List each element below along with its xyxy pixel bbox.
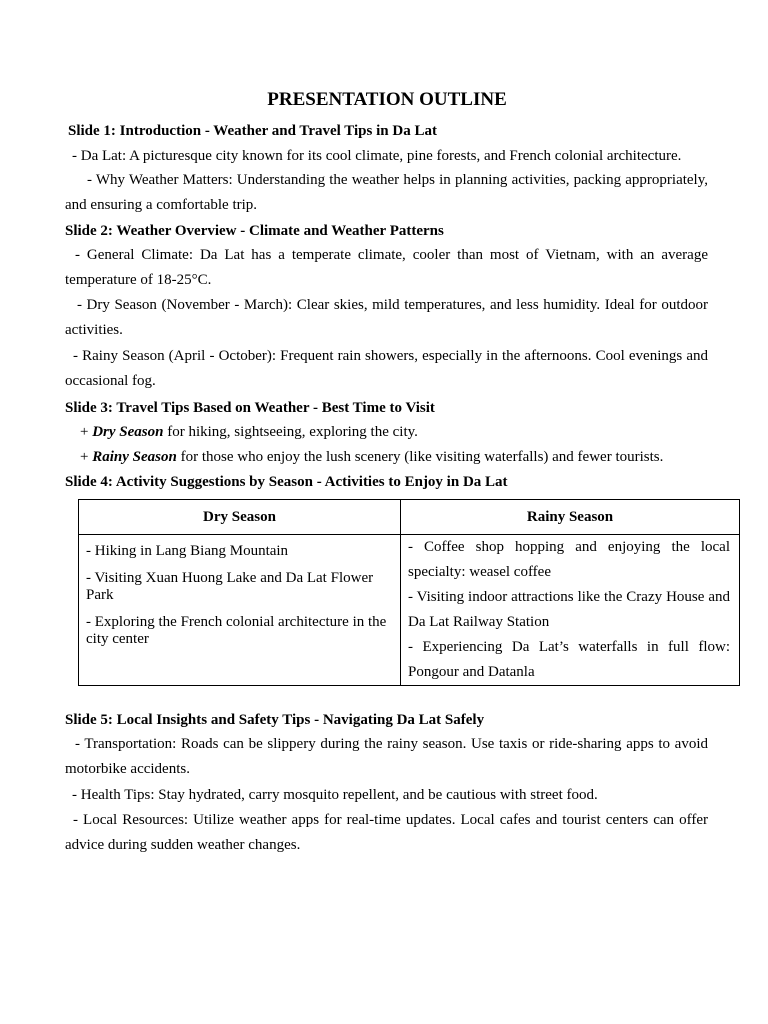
slide5-heading: Slide 5: Local Insights and Safety Tips - Navigating Da Lat Safely bbox=[65, 712, 485, 728]
item-prefix: + bbox=[80, 424, 93, 440]
slide1-heading: Slide 1: Introduction - Weather and Travel Tips in Da Lat bbox=[68, 123, 437, 139]
item-text: for hiking, sightseeing, exploring the city. bbox=[163, 424, 418, 440]
item-term: Dry Season bbox=[92, 424, 164, 440]
slide1-paragraph-2: - Why Weather Matters: Understanding the weather helps in planning activities, packing appropriately, and ensuring a comfortable trip. bbox=[65, 172, 708, 213]
slide5-paragraph-3: - Local Resources: Utilize weather apps for real-time updates. Local cafes and tourist centers can offer advice during sudden weather changes. bbox=[65, 812, 708, 853]
slide3-heading: Slide 3: Travel Tips Based on Weather - Best Time to Visit bbox=[65, 400, 435, 416]
slide3-item-rainy bbox=[80, 447, 663, 467]
dry-season-cell bbox=[79, 535, 401, 686]
slide2-heading: Slide 2: Weather Overview - Climate and Weather Patterns bbox=[65, 223, 444, 239]
list-item: - Hiking in Lang Biang Mountain bbox=[86, 543, 289, 559]
list-item: - Exploring the French colonial architecture in the city center bbox=[86, 614, 387, 647]
list-item: - Coffee shop hopping and enjoying the local specialty: weasel coffee bbox=[408, 539, 730, 580]
item-text: for those who enjoy the lush scenery (like visiting waterfalls) and fewer tourists. bbox=[176, 449, 664, 465]
slide3-item-dry bbox=[80, 422, 418, 442]
list-item: - Experiencing Da Lat’s waterfalls in full flow: Pongour and Datanla bbox=[408, 639, 730, 680]
slide2-paragraph-2: - Dry Season (November - March): Clear skies, mild temperatures, and less humidity. Ideal for outdoor activities. bbox=[65, 297, 708, 338]
slide2-paragraph-1: - General Climate: Da Lat has a temperate climate, cooler than most of Vietnam, with an average temperature of 18-25°C. bbox=[65, 247, 708, 288]
rainy-season-cell bbox=[401, 535, 740, 686]
list-item: - Visiting indoor attractions like the Crazy House and Da Lat Railway Station bbox=[408, 589, 730, 630]
table-row bbox=[79, 535, 740, 686]
list-item: - Visiting Xuan Huong Lake and Da Lat Flower Park bbox=[86, 570, 374, 603]
header-rainy-season: Rainy Season bbox=[401, 500, 740, 535]
page-title: PRESENTATION OUTLINE bbox=[267, 89, 507, 110]
table-header-row bbox=[79, 500, 740, 535]
item-term: Rainy Season bbox=[92, 449, 177, 465]
slide1-paragraph-1: - Da Lat: A picturesque city known for its cool climate, pine forests, and French colonial architecture. bbox=[72, 148, 682, 164]
slide2-paragraph-3: - Rainy Season (April - October): Frequent rain showers, especially in the afternoons. Cool evenings and occasional fog. bbox=[65, 348, 708, 389]
slide5-paragraph-1: - Transportation: Roads can be slippery during the rainy season. Use taxis or ride-sharing apps to avoid motorbike accidents. bbox=[65, 736, 708, 777]
slide4-heading: Slide 4: Activity Suggestions by Season - Activities to Enjoy in Da Lat bbox=[65, 474, 508, 490]
header-dry-season: Dry Season bbox=[79, 500, 401, 535]
item-prefix: + bbox=[80, 449, 93, 465]
slide5-paragraph-2: - Health Tips: Stay hydrated, carry mosquito repellent, and be cautious with street food. bbox=[72, 787, 598, 803]
activities-table bbox=[78, 499, 740, 686]
